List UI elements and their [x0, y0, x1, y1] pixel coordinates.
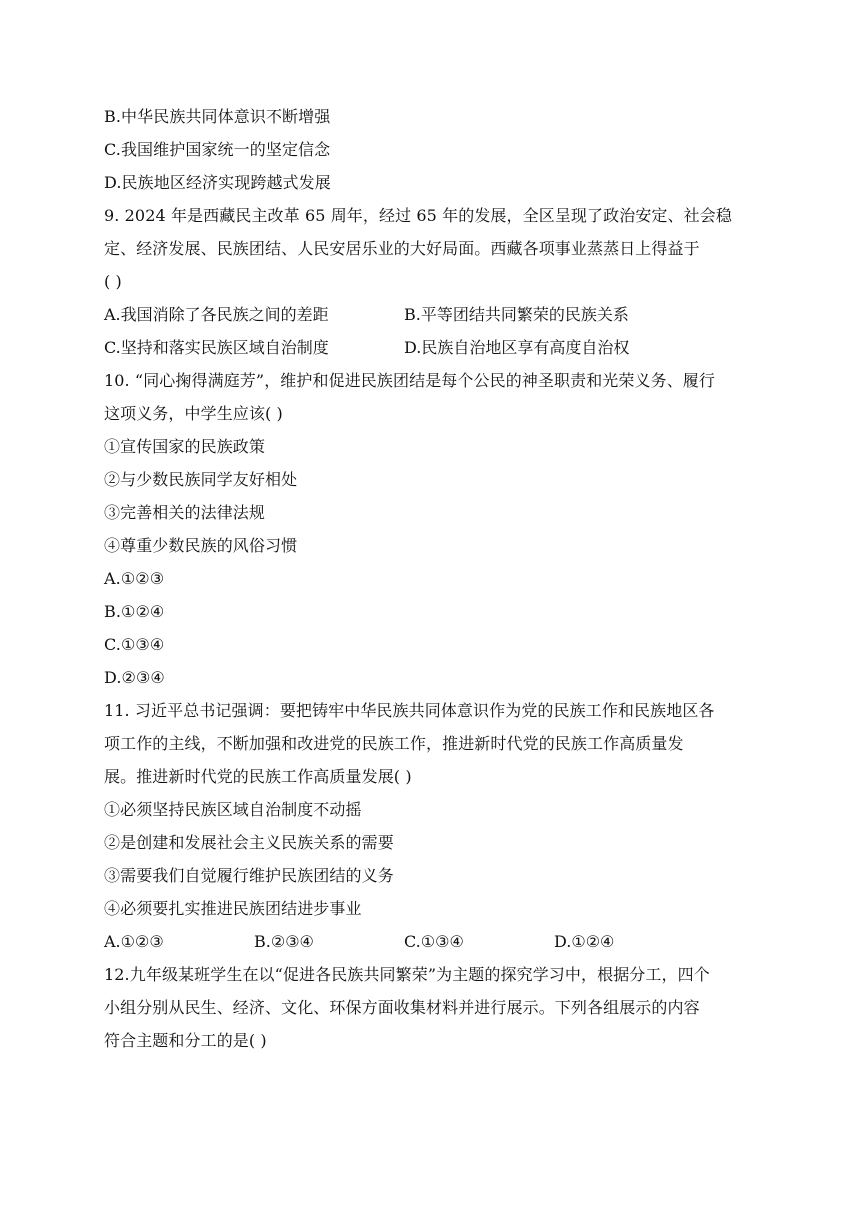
q8-option-b[interactable]: B.中华民族共同体意识不断增强 [104, 107, 331, 126]
document-page [104, 100, 754, 1057]
q11-option-d[interactable]: D.①②④ [554, 932, 615, 951]
q10-item-3: ③完善相关的法律法规 [104, 503, 266, 522]
q11-item-1: ①必须坚持民族区域自治制度不动摇 [104, 800, 362, 819]
q9-option-c[interactable]: C.坚持和落实民族区域自治制度 [104, 338, 329, 357]
q9-options-row-1 [104, 298, 754, 331]
q9-stem-line-1: 9. 2024 年是西藏民主改革 65 周年，经过 65 年的发展，全区呈现了政治安定、社会稳 [104, 206, 732, 225]
q10-stem-line-2: 这项义务，中学生应该( ) [104, 404, 283, 423]
q10-option-d[interactable]: D.②③④ [104, 668, 165, 687]
q9-stem-line-2: 定、经济发展、民族团结、人民安居乐业的大好局面。西藏各项事业蒸蒸日上得益于 [104, 239, 700, 258]
q10-item-2: ②与少数民族同学友好相处 [104, 470, 298, 489]
q10-item-4: ④尊重少数民族的风俗习惯 [104, 536, 298, 555]
q11-options-row [104, 925, 754, 958]
q8-option-c[interactable]: C.我国维护国家统一的坚定信念 [104, 140, 331, 159]
q10-option-a[interactable]: A.①②③ [104, 569, 165, 588]
q10-stem-line-1: 10. “同心掬得满庭芳”，维护和促进民族团结是每个公民的神圣职责和光荣义务、履行 [104, 371, 715, 390]
q9-option-a[interactable]: A.我国消除了各民族之间的差距 [104, 305, 329, 324]
q11-stem-line-1: 11. 习近平总书记强调：要把铸牢中华民族共同体意识作为党的民族工作和民族地区各 [104, 701, 715, 720]
q11-stem-line-3: 展。推进新时代党的民族工作高质量发展( ) [104, 767, 412, 786]
q8-option-d[interactable]: D.民族地区经济实现跨越式发展 [104, 173, 331, 192]
q11-item-3: ③需要我们自觉履行维护民族团结的义务 [104, 866, 394, 885]
q12-stem-line-2: 小组分别从民生、经济、文化、环保方面收集材料并进行展示。下列各组展示的内容 [104, 998, 700, 1017]
q9-option-d[interactable]: D.民族自治地区享有高度自治权 [404, 338, 630, 357]
q11-item-2: ②是创建和发展社会主义民族关系的需要 [104, 833, 394, 852]
q11-option-c[interactable]: C.①③④ [404, 932, 464, 951]
q9-stem-line-3: ( ) [104, 272, 122, 291]
q12-stem-line-3: 符合主题和分工的是( ) [104, 1031, 267, 1050]
q11-option-b[interactable]: B.②③④ [254, 932, 314, 951]
q9-options-row-2 [104, 331, 754, 364]
q10-item-1: ①宣传国家的民族政策 [104, 437, 266, 456]
q10-option-c[interactable]: C.①③④ [104, 635, 165, 654]
q11-item-4: ④必须要扎实推进民族团结进步事业 [104, 899, 362, 918]
q11-stem-line-2: 项工作的主线，不断加强和改进党的民族工作，推进新时代党的民族工作高质量发 [104, 734, 684, 753]
q12-stem-line-1: 12.九年级某班学生在以“促进各民族共同繁荣”为主题的探究学习中，根据分工，四个 [104, 965, 710, 984]
q11-option-a[interactable]: A.①②③ [104, 932, 164, 951]
q9-option-b[interactable]: B.平等团结共同繁荣的民族关系 [404, 305, 629, 324]
q10-option-b[interactable]: B.①②④ [104, 602, 165, 621]
